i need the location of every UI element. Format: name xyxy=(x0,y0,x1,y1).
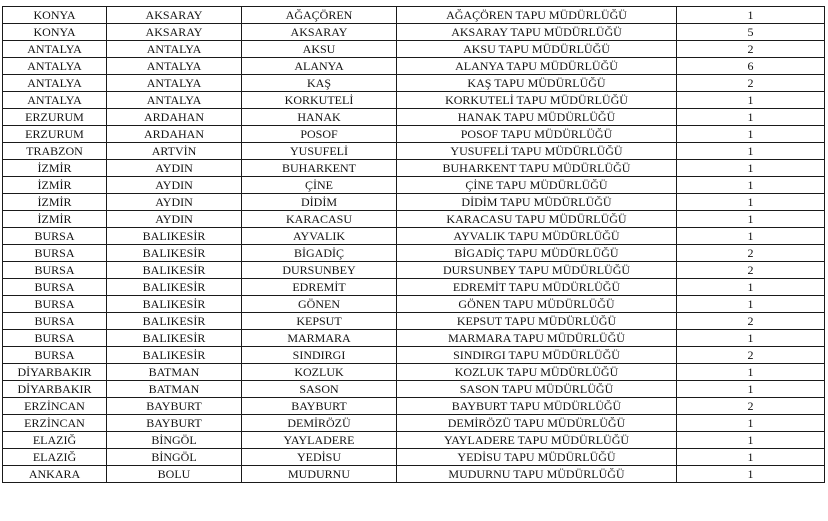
count-cell: 1 xyxy=(677,466,825,483)
province-cell: BALIKESİR xyxy=(107,313,242,330)
office-name-cell: MARMARA TAPU MÜDÜRLÜĞÜ xyxy=(397,330,677,347)
province-cell: ARDAHAN xyxy=(107,126,242,143)
count-cell: 2 xyxy=(677,75,825,92)
office-name-cell: ALANYA TAPU MÜDÜRLÜĞÜ xyxy=(397,58,677,75)
district-cell: MARMARA xyxy=(242,330,397,347)
province-cell: ANTALYA xyxy=(107,58,242,75)
region-cell: ELAZIĞ xyxy=(3,432,107,449)
count-cell: 1 xyxy=(677,381,825,398)
province-cell: BOLU xyxy=(107,466,242,483)
table-row xyxy=(3,160,825,177)
region-cell: ANKARA xyxy=(3,466,107,483)
count-cell: 1 xyxy=(677,432,825,449)
office-name-cell: YUSUFELİ TAPU MÜDÜRLÜĞÜ xyxy=(397,143,677,160)
table-row xyxy=(3,194,825,211)
count-cell: 1 xyxy=(677,415,825,432)
province-cell: AYDIN xyxy=(107,194,242,211)
district-cell: YAYLADERE xyxy=(242,432,397,449)
table-row xyxy=(3,143,825,160)
province-cell: AYDIN xyxy=(107,211,242,228)
district-cell: YEDİSU xyxy=(242,449,397,466)
province-cell: ANTALYA xyxy=(107,41,242,58)
count-cell: 1 xyxy=(677,143,825,160)
district-cell: AKSARAY xyxy=(242,24,397,41)
region-cell: BURSA xyxy=(3,279,107,296)
district-cell: KAŞ xyxy=(242,75,397,92)
office-name-cell: DEMİRÖZÜ TAPU MÜDÜRLÜĞÜ xyxy=(397,415,677,432)
office-name-cell: BUHARKENT TAPU MÜDÜRLÜĞÜ xyxy=(397,160,677,177)
region-cell: İZMİR xyxy=(3,160,107,177)
province-cell: AYDIN xyxy=(107,160,242,177)
district-cell: DEMİRÖZÜ xyxy=(242,415,397,432)
office-name-cell: KAŞ TAPU MÜDÜRLÜĞÜ xyxy=(397,75,677,92)
table-row xyxy=(3,432,825,449)
count-cell: 1 xyxy=(677,211,825,228)
province-cell: ANTALYA xyxy=(107,75,242,92)
province-cell: BALIKESİR xyxy=(107,262,242,279)
district-cell: BUHARKENT xyxy=(242,160,397,177)
table-row xyxy=(3,41,825,58)
province-cell: BALIKESİR xyxy=(107,347,242,364)
office-name-cell: EDREMİT TAPU MÜDÜRLÜĞÜ xyxy=(397,279,677,296)
region-cell: ANTALYA xyxy=(3,41,107,58)
table-row xyxy=(3,415,825,432)
table-row xyxy=(3,262,825,279)
table-row xyxy=(3,398,825,415)
district-cell: ÇİNE xyxy=(242,177,397,194)
count-cell: 5 xyxy=(677,24,825,41)
count-cell: 6 xyxy=(677,58,825,75)
district-cell: DİDİM xyxy=(242,194,397,211)
document-sheet xyxy=(2,6,824,483)
office-name-cell: KORKUTELİ TAPU MÜDÜRLÜĞÜ xyxy=(397,92,677,109)
region-cell: KONYA xyxy=(3,24,107,41)
tapu-table xyxy=(2,6,825,483)
table-row xyxy=(3,211,825,228)
district-cell: BİGADİÇ xyxy=(242,245,397,262)
region-cell: ANTALYA xyxy=(3,75,107,92)
table-row xyxy=(3,228,825,245)
region-cell: BURSA xyxy=(3,245,107,262)
district-cell: SASON xyxy=(242,381,397,398)
district-cell: GÖNEN xyxy=(242,296,397,313)
province-cell: ANTALYA xyxy=(107,92,242,109)
office-name-cell: DİDİM TAPU MÜDÜRLÜĞÜ xyxy=(397,194,677,211)
table-body xyxy=(3,7,825,483)
table-row xyxy=(3,75,825,92)
count-cell: 1 xyxy=(677,126,825,143)
office-name-cell: HANAK TAPU MÜDÜRLÜĞÜ xyxy=(397,109,677,126)
province-cell: BATMAN xyxy=(107,381,242,398)
office-name-cell: AKSARAY TAPU MÜDÜRLÜĞÜ xyxy=(397,24,677,41)
table-row xyxy=(3,92,825,109)
province-cell: ARTVİN xyxy=(107,143,242,160)
region-cell: BURSA xyxy=(3,313,107,330)
table-row xyxy=(3,177,825,194)
table-row xyxy=(3,7,825,24)
count-cell: 1 xyxy=(677,364,825,381)
office-name-cell: AKSU TAPU MÜDÜRLÜĞÜ xyxy=(397,41,677,58)
region-cell: İZMİR xyxy=(3,211,107,228)
table-row xyxy=(3,330,825,347)
region-cell: TRABZON xyxy=(3,143,107,160)
table-row xyxy=(3,381,825,398)
table-row xyxy=(3,364,825,381)
district-cell: AYVALIK xyxy=(242,228,397,245)
district-cell: MUDURNU xyxy=(242,466,397,483)
region-cell: İZMİR xyxy=(3,177,107,194)
count-cell: 2 xyxy=(677,347,825,364)
province-cell: BAYBURT xyxy=(107,398,242,415)
region-cell: ERZURUM xyxy=(3,126,107,143)
district-cell: BAYBURT xyxy=(242,398,397,415)
province-cell: AYDIN xyxy=(107,177,242,194)
province-cell: ARDAHAN xyxy=(107,109,242,126)
count-cell: 1 xyxy=(677,160,825,177)
office-name-cell: DURSUNBEY TAPU MÜDÜRLÜĞÜ xyxy=(397,262,677,279)
district-cell: KEPSUT xyxy=(242,313,397,330)
office-name-cell: ÇİNE TAPU MÜDÜRLÜĞÜ xyxy=(397,177,677,194)
table-row xyxy=(3,296,825,313)
district-cell: ALANYA xyxy=(242,58,397,75)
province-cell: BİNGÖL xyxy=(107,449,242,466)
district-cell: YUSUFELİ xyxy=(242,143,397,160)
count-cell: 2 xyxy=(677,41,825,58)
region-cell: BURSA xyxy=(3,296,107,313)
province-cell: AKSARAY xyxy=(107,7,242,24)
region-cell: BURSA xyxy=(3,330,107,347)
region-cell: DİYARBAKIR xyxy=(3,364,107,381)
count-cell: 1 xyxy=(677,228,825,245)
district-cell: SINDIRGI xyxy=(242,347,397,364)
district-cell: KORKUTELİ xyxy=(242,92,397,109)
office-name-cell: POSOF TAPU MÜDÜRLÜĞÜ xyxy=(397,126,677,143)
district-cell: DURSUNBEY xyxy=(242,262,397,279)
region-cell: ANTALYA xyxy=(3,92,107,109)
province-cell: BALIKESİR xyxy=(107,296,242,313)
region-cell: BURSA xyxy=(3,228,107,245)
district-cell: AĞAÇÖREN xyxy=(242,7,397,24)
region-cell: İZMİR xyxy=(3,194,107,211)
district-cell: KARACASU xyxy=(242,211,397,228)
count-cell: 2 xyxy=(677,398,825,415)
count-cell: 2 xyxy=(677,245,825,262)
region-cell: ERZİNCAN xyxy=(3,398,107,415)
office-name-cell: MUDURNU TAPU MÜDÜRLÜĞÜ xyxy=(397,466,677,483)
table-row xyxy=(3,126,825,143)
office-name-cell: KEPSUT TAPU MÜDÜRLÜĞÜ xyxy=(397,313,677,330)
region-cell: ERZİNCAN xyxy=(3,415,107,432)
province-cell: BALIKESİR xyxy=(107,228,242,245)
table-row xyxy=(3,24,825,41)
region-cell: BURSA xyxy=(3,262,107,279)
province-cell: BALIKESİR xyxy=(107,279,242,296)
province-cell: BİNGÖL xyxy=(107,432,242,449)
province-cell: BALIKESİR xyxy=(107,245,242,262)
office-name-cell: AĞAÇÖREN TAPU MÜDÜRLÜĞÜ xyxy=(397,7,677,24)
office-name-cell: KOZLUK TAPU MÜDÜRLÜĞÜ xyxy=(397,364,677,381)
district-cell: HANAK xyxy=(242,109,397,126)
province-cell: BALIKESİR xyxy=(107,330,242,347)
district-cell: AKSU xyxy=(242,41,397,58)
office-name-cell: AYVALIK TAPU MÜDÜRLÜĞÜ xyxy=(397,228,677,245)
province-cell: BAYBURT xyxy=(107,415,242,432)
office-name-cell: GÖNEN TAPU MÜDÜRLÜĞÜ xyxy=(397,296,677,313)
region-cell: ELAZIĞ xyxy=(3,449,107,466)
district-cell: EDREMİT xyxy=(242,279,397,296)
region-cell: KONYA xyxy=(3,7,107,24)
district-cell: POSOF xyxy=(242,126,397,143)
count-cell: 1 xyxy=(677,7,825,24)
count-cell: 1 xyxy=(677,194,825,211)
province-cell: AKSARAY xyxy=(107,24,242,41)
table-row xyxy=(3,313,825,330)
province-cell: BATMAN xyxy=(107,364,242,381)
count-cell: 2 xyxy=(677,262,825,279)
count-cell: 1 xyxy=(677,449,825,466)
office-name-cell: KARACASU TAPU MÜDÜRLÜĞÜ xyxy=(397,211,677,228)
table-row xyxy=(3,279,825,296)
office-name-cell: BAYBURT TAPU MÜDÜRLÜĞÜ xyxy=(397,398,677,415)
count-cell: 2 xyxy=(677,313,825,330)
region-cell: BURSA xyxy=(3,347,107,364)
table-row xyxy=(3,109,825,126)
office-name-cell: SASON TAPU MÜDÜRLÜĞÜ xyxy=(397,381,677,398)
count-cell: 1 xyxy=(677,177,825,194)
table-row xyxy=(3,449,825,466)
office-name-cell: BİGADİÇ TAPU MÜDÜRLÜĞÜ xyxy=(397,245,677,262)
office-name-cell: YAYLADERE TAPU MÜDÜRLÜĞÜ xyxy=(397,432,677,449)
table-row xyxy=(3,347,825,364)
count-cell: 1 xyxy=(677,330,825,347)
region-cell: ERZURUM xyxy=(3,109,107,126)
table-row xyxy=(3,245,825,262)
table-row xyxy=(3,466,825,483)
count-cell: 1 xyxy=(677,279,825,296)
count-cell: 1 xyxy=(677,296,825,313)
district-cell: KOZLUK xyxy=(242,364,397,381)
region-cell: ANTALYA xyxy=(3,58,107,75)
region-cell: DİYARBAKIR xyxy=(3,381,107,398)
table-row xyxy=(3,58,825,75)
office-name-cell: YEDİSU TAPU MÜDÜRLÜĞÜ xyxy=(397,449,677,466)
office-name-cell: SINDIRGI TAPU MÜDÜRLÜĞÜ xyxy=(397,347,677,364)
count-cell: 1 xyxy=(677,109,825,126)
count-cell: 1 xyxy=(677,92,825,109)
